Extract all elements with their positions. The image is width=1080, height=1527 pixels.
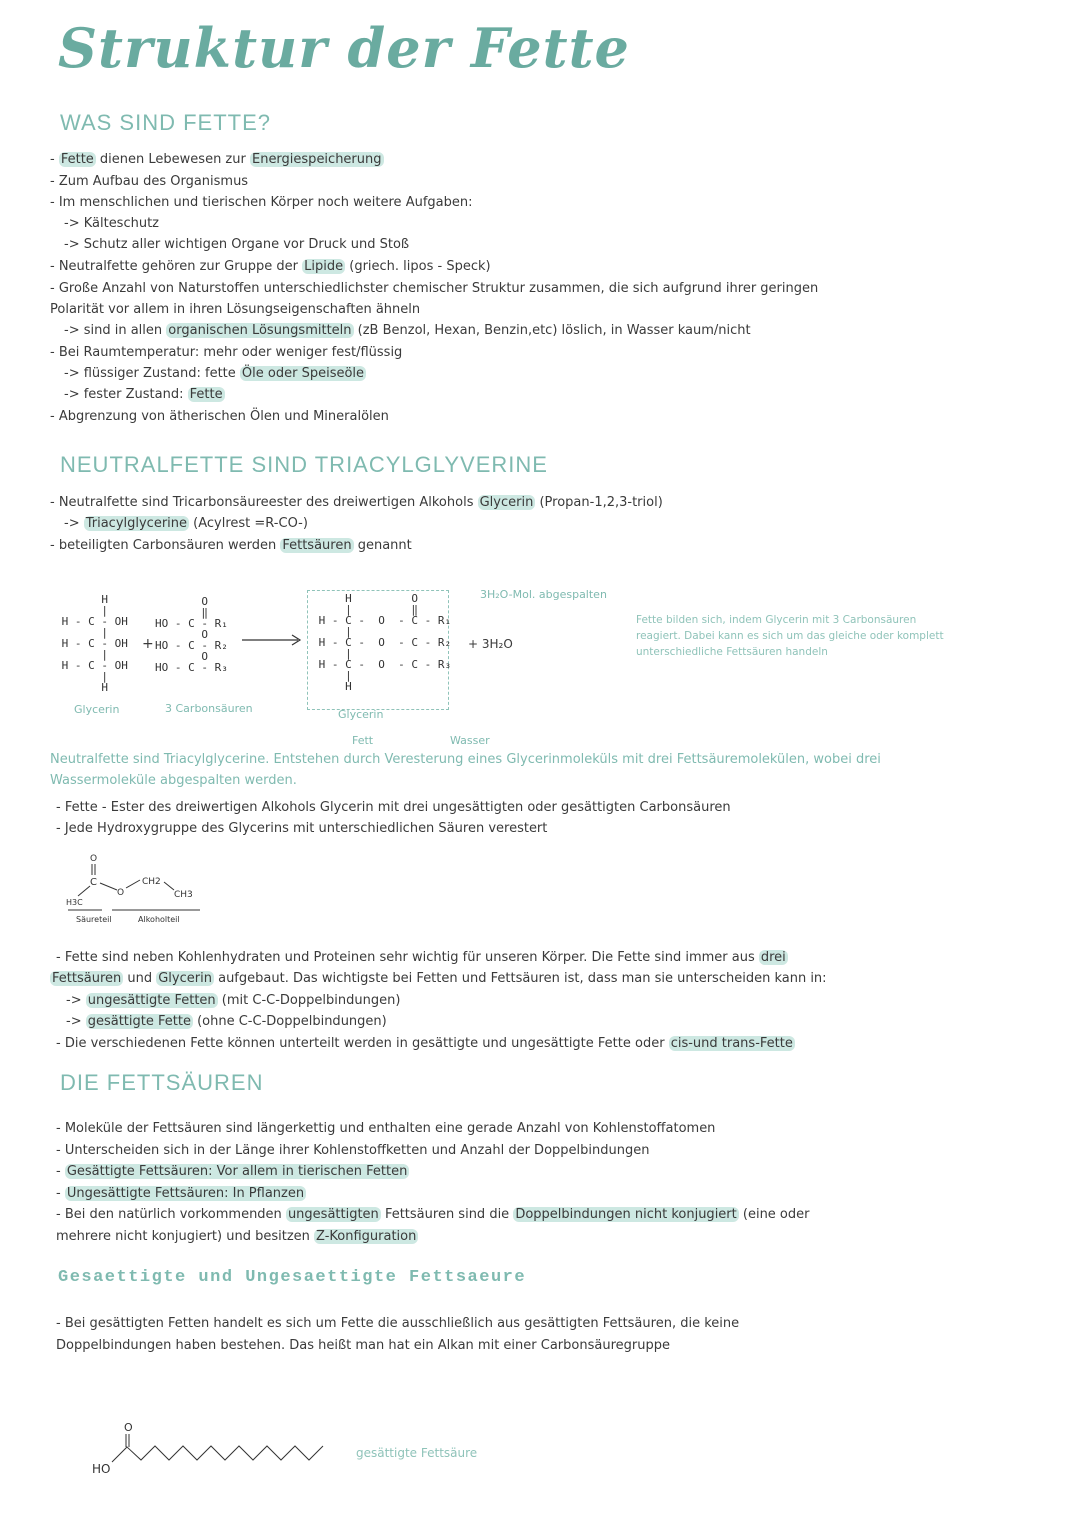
wasser-label: Wasser xyxy=(450,734,490,747)
text: dienen Lebewesen zur xyxy=(95,152,250,167)
svg-text:C: C xyxy=(90,877,97,888)
text-line: - Unterscheiden sich in der Länge ihrer Kohlenstoffketten und Anzahl der Doppelbindungen xyxy=(56,1143,650,1158)
summary-line: Wassermoleküle abgespalten werden. xyxy=(50,773,297,788)
text: - beteiligten Carbonsäuren werden xyxy=(50,538,281,553)
triglyceride-structure: H O | ‖ H - C - O - C - R₁ | H - C - O - C - R₂ | H - C - O - C - R₃ | H xyxy=(318,592,452,693)
text: - Bei den natürlich vorkommenden xyxy=(56,1207,286,1222)
text: - Fette sind neben Kohlenhydraten und Proteinen sehr wichtig für unseren Körper. Die Fette sind immer aus xyxy=(56,950,759,965)
highlight: Energiespeicherung xyxy=(251,152,382,167)
text-line xyxy=(56,949,788,967)
highlight: Lipide xyxy=(304,259,344,274)
text: -> sind in allen xyxy=(64,323,167,338)
text-line: - Bei gesättigten Fetten handelt es sich um Fette die ausschließlich aus gesättigten Fettsäuren, die keine xyxy=(56,1316,740,1331)
highlight: drei xyxy=(760,950,786,965)
glycerin-label-2: Glycerin xyxy=(338,708,384,721)
text: Fettsäuren sind die xyxy=(380,1207,514,1222)
text-line xyxy=(56,1035,795,1053)
ho-label: HO xyxy=(92,1462,111,1476)
fett-label: Fett xyxy=(352,734,374,747)
svg-text:CH3: CH3 xyxy=(174,890,193,900)
reaction-arrow-icon xyxy=(240,632,305,648)
text-line xyxy=(56,1185,306,1203)
text-line xyxy=(64,322,751,340)
text: (zB Benzol, Hexan, Benzin,etc) löslich, in Wasser kaum/nicht xyxy=(353,323,751,338)
carbonsaeuren-label: 3 Carbonsäuren xyxy=(165,702,253,715)
glycerin-label: Glycerin xyxy=(74,703,120,716)
highlight: Gesättigte Fettsäuren: Vor allem in tierischen Fetten xyxy=(66,1164,408,1179)
text-line: Doppelbindungen haben bestehen. Das heißt man hat ein Alkan mit einer Carbonsäuregruppe xyxy=(56,1338,670,1353)
text-line xyxy=(64,386,225,404)
text-line: - Fette - Ester des dreiwertigen Alkohols Glycerin mit drei ungesättigten oder gesättigten Carbonsäuren xyxy=(56,800,731,815)
glycerin-structure: H | H - C - OH | H - C - OH | H - C - OH | H xyxy=(61,593,128,694)
text-line xyxy=(56,1163,409,1181)
highlight: Doppelbindungen nicht konjugiert xyxy=(515,1207,737,1222)
svg-text:H3C: H3C xyxy=(66,898,83,907)
text: -> xyxy=(66,1014,86,1029)
text: und xyxy=(123,971,157,986)
highlight: Öle oder Speiseöle xyxy=(241,366,365,381)
text: - Die verschiedenen Fette können unterteilt werden in gesättigte und ungesättigte Fette oder xyxy=(56,1036,669,1051)
text: (griech. lipos - Speck) xyxy=(345,259,491,274)
text: - Neutralfette sind Tricarbonsäureester des dreiwertigen Alkohols xyxy=(50,495,478,510)
highlight: Glycerin xyxy=(158,971,212,986)
water-product: + 3H₂O xyxy=(468,637,513,651)
text: genannt xyxy=(353,538,412,553)
text: (ohne C-C-Doppelbindungen) xyxy=(192,1014,387,1029)
highlight: organischen Lösungsmitteln xyxy=(168,323,352,338)
text-line: -> Schutz aller wichtigen Organe vor Druck und Stoß xyxy=(64,237,410,252)
highlight: Fette xyxy=(60,152,94,167)
heading-gesaettigt: Gesaettigte und Ungesaettigte Fettsaeure xyxy=(58,1268,527,1287)
text-line: - Große Anzahl von Naturstoffen unterschiedlichster chemischer Struktur zusammen, die sich aufgrund ihrer geringen xyxy=(50,281,819,296)
highlight: Glycerin xyxy=(479,495,534,510)
highlight: Ungesättigte Fettsäuren: In Pflanzen xyxy=(66,1186,305,1201)
text-line xyxy=(64,515,308,533)
highlight: Fettsäuren xyxy=(52,971,122,986)
water-removed-label: 3H₂O-Mol. abgespalten xyxy=(480,588,607,601)
text-line xyxy=(50,258,491,276)
text-line: - Jede Hydroxygruppe des Glycerins mit unterschiedlichen Säuren verestert xyxy=(56,821,548,836)
heading-fettsaeuren: DIE FETTSÄUREN xyxy=(60,1070,264,1095)
text-line: - Moleküle der Fettsäuren sind längerkettig und enthalten eine gerade Anzahl von Kohlenstoffatomen xyxy=(56,1121,716,1136)
text: (eine oder xyxy=(738,1207,810,1222)
text: -> xyxy=(66,993,86,1008)
saturated-fatty-acid-label: gesättigte Fettsäure xyxy=(356,1446,478,1460)
text-line xyxy=(66,992,400,1010)
text-line xyxy=(50,151,384,169)
text: - xyxy=(50,152,59,167)
highlight: Triacylglycerine xyxy=(85,516,188,531)
highlight: ungesättigte Fetten xyxy=(87,993,216,1008)
svg-text:O: O xyxy=(90,854,98,864)
text-line xyxy=(56,1228,418,1246)
text: mehrere nicht konjugiert) und besitzen xyxy=(56,1229,315,1244)
summary-line: Neutralfette sind Triacylglycerine. Entstehen durch Veresterung eines Glycerinmoleküls mit drei Fettsäuremolekülen, wobei drei xyxy=(50,752,881,767)
highlight: cis-und trans-Fette xyxy=(670,1036,793,1051)
text-line xyxy=(50,494,663,512)
ester-structure-icon xyxy=(62,850,212,912)
note-line: reagiert. Dabei kann es sich um das gleiche oder komplett xyxy=(636,630,944,642)
highlight: Z-Konfiguration xyxy=(316,1229,417,1244)
text: (Acylrest =R-CO-) xyxy=(189,516,308,531)
text-line xyxy=(56,1206,809,1224)
text: - xyxy=(56,1164,65,1179)
text: - xyxy=(56,1186,65,1201)
text-line xyxy=(64,365,366,383)
highlight: gesättigte Fette xyxy=(87,1014,191,1029)
highlight: ungesättigten xyxy=(287,1207,379,1222)
text-line: - Abgrenzung von ätherischen Ölen und Mineralölen xyxy=(50,409,389,424)
page-title: Struktur der Fette xyxy=(58,16,630,80)
text: (Propan-1,2,3-triol) xyxy=(535,495,663,510)
text: (mit C-C-Doppelbindungen) xyxy=(217,993,401,1008)
svg-text:O: O xyxy=(117,888,125,898)
highlight: Fette xyxy=(189,387,223,402)
alcohol-part-label: Alkoholteil xyxy=(138,915,180,924)
svg-text:CH2: CH2 xyxy=(142,877,161,887)
plus-sign: + xyxy=(142,636,154,652)
text: - Neutralfette gehören zur Gruppe der xyxy=(50,259,303,274)
text-line xyxy=(50,970,827,988)
text: aufgebaut. Das wichtigste bei Fetten und Fettsäuren ist, dass man sie unterscheiden kann in: xyxy=(213,971,827,986)
carbonsaeuren-structure: O ‖ HO - C - R₁ O HO - C - R₂ O HO - C - R₃ xyxy=(155,595,228,674)
heading-neutralfette: NEUTRALFETTE SIND TRIACYLGLYVERINE xyxy=(60,452,548,477)
text-line xyxy=(66,1013,387,1031)
text-line: - Bei Raumtemperatur: mehr oder weniger fest/flüssig xyxy=(50,345,403,360)
text: -> flüssiger Zustand: fette xyxy=(64,366,240,381)
note-line: unterschiedliche Fettsäuren handeln xyxy=(636,646,828,658)
text: -> fester Zustand: xyxy=(64,387,188,402)
acid-part-label: Säureteil xyxy=(76,915,112,924)
text-line: -> Kälteschutz xyxy=(64,216,160,231)
carbonyl-o-label: O xyxy=(124,1421,133,1434)
heading-was-sind-fette: WAS SIND FETTE? xyxy=(60,110,271,135)
text-line: - Zum Aufbau des Organismus xyxy=(50,174,249,189)
saturated-fatty-acid-icon xyxy=(108,1432,333,1468)
text-line: Polarität vor allem in ihren Lösungseigenschaften ähneln xyxy=(50,302,421,317)
highlight: Fettsäuren xyxy=(282,538,352,553)
text-line: - Im menschlichen und tierischen Körper noch weitere Aufgaben: xyxy=(50,195,473,210)
note-line: Fette bilden sich, indem Glycerin mit 3 Carbonsäuren xyxy=(636,614,917,626)
text-line xyxy=(50,537,412,555)
text: -> xyxy=(64,516,84,531)
